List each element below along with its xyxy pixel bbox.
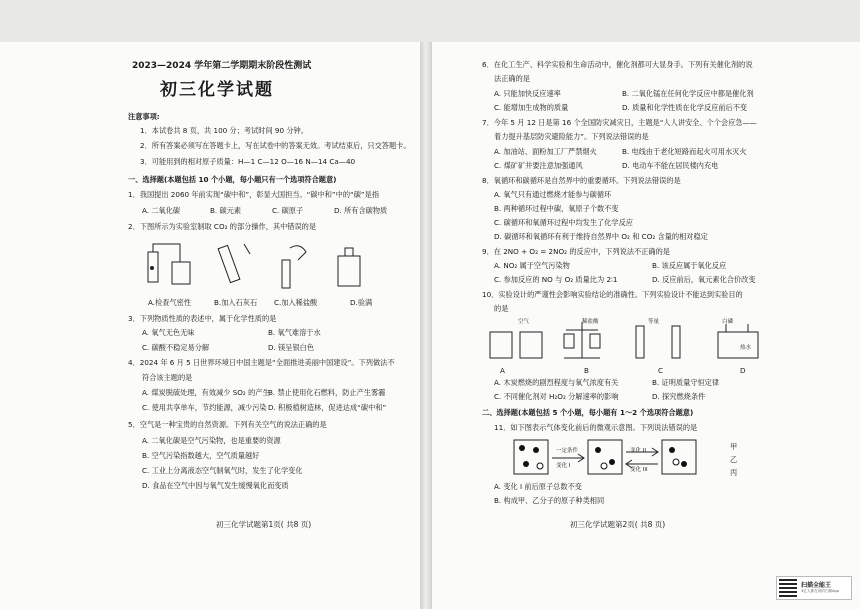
q4-option-d: D. 积极植树造林，促进达成“碳中和” xyxy=(268,403,387,412)
q3-option-a: A. 氧气无色无味 xyxy=(142,328,195,337)
q10-stem-line-1: 10．实验设计的严谨性会影响实验结论的准确性。下列实验设计不能达到实验目的 xyxy=(482,290,743,299)
q2-option-a: A.检查气密性 xyxy=(148,298,192,307)
q5-option-d: D. 食品在空气中因与氧气发生缓慢氧化而变质 xyxy=(142,481,289,490)
q9-option-a: A. NO₂ 属于空气污染物 xyxy=(494,261,570,270)
q5-option-b: B. 空气污染指数越大，空气质量越好 xyxy=(142,451,260,460)
note-1: 1．本试卷共 8 页，共 100 分；考试时间 90 分钟。 xyxy=(140,126,308,135)
q8-option-a: A. 氧气只有通过燃烧才能参与碳循环 xyxy=(494,190,612,199)
q4-option-c: C. 使用共享单车，节约能源，减少污染 xyxy=(142,403,267,412)
q6-option-d: D. 质量和化学性质在化学反应前后不变 xyxy=(622,103,748,112)
q10-label-air: 空气 xyxy=(518,319,530,325)
q2-apparatus-figure xyxy=(140,238,390,294)
q10-label-hcl: 稀盐酸 xyxy=(582,319,599,325)
q1-option-a: A. 二氧化碳 xyxy=(142,206,181,215)
page-fold xyxy=(420,42,432,609)
notes-heading: 注意事项: xyxy=(128,112,160,121)
q11-label-change-3: 变化 III xyxy=(630,467,648,473)
q4-stem-line-2: 符合该主题的是 xyxy=(142,373,193,382)
left-page-footer: 初三化学试题第1页( 共8 页) xyxy=(216,520,312,529)
q11-stem: 11．如下图表示气体变化前后的微观示意图。下列说法错误的是 xyxy=(494,423,698,432)
q7-stem-line-1: 7．今年 5 月 12 日是第 16 个全国防灾减灾日，主题是“人人讲安全、个个会应急—— xyxy=(482,118,757,127)
q10-fig-label-a: A xyxy=(500,366,505,375)
q2-option-b: B.加入石灰石 xyxy=(214,298,258,307)
q7-option-a: A. 加油站、面粉加工厂严禁烟火 xyxy=(494,147,597,156)
q4-option-a: A. 煤炭脱硫处理，有效减少 SO₂ 的产生 xyxy=(142,388,270,397)
q7-option-b: B. 电线由于老化短路而起火可用水灭火 xyxy=(622,147,747,156)
right-page-footer: 初三化学试题第2页( 共8 页) xyxy=(570,520,666,529)
q11-label-change-1: 变化 I xyxy=(556,463,571,469)
note-2: 2．所有答案必须写在答题卡上，写在试卷中的答案无效。考试结束后，只交答题卡。 xyxy=(140,141,411,150)
q6-stem-line-1: 6．在化工生产、科学实验和生命活动中，催化剂都可大显身手。下列有关催化剂的说 xyxy=(482,60,753,69)
q2-option-c: C.加入稀盐酸 xyxy=(274,298,318,307)
q11-legend-bing: 丙 xyxy=(730,468,738,477)
q11-molecule-diagram xyxy=(512,438,702,478)
q8-option-b: B. 两种循环过程中碳、氧原子个数不变 xyxy=(494,204,619,213)
q9-option-c: C. 参加反应的 NO 与 O₂ 质量比为 2∶1 xyxy=(494,275,618,284)
q11-legend-jia: 甲 xyxy=(730,442,738,451)
scanner-badge-subtitle: 3亿人都在用的扫描App xyxy=(801,589,840,593)
q9-option-b: B. 该反应属于氧化反应 xyxy=(652,261,727,270)
q1-option-c: C. 碳原子 xyxy=(272,206,304,215)
q10-fig-label-b: B xyxy=(584,366,589,375)
q10-label-equal: 等量 xyxy=(648,319,660,325)
q1-option-d: D. 所有含碳物质 xyxy=(334,206,388,215)
q5-option-c: C. 工业上分离液态空气制氧气时，发生了化学变化 xyxy=(142,466,303,475)
q11-label-condition: 一定条件 xyxy=(556,448,579,454)
q10-option-b: B. 证明质量守恒定律 xyxy=(652,378,720,387)
q10-label-hot-water: 热水 xyxy=(740,345,752,351)
q10-fig-label-c: C xyxy=(658,366,664,375)
exam-title: 初三化学试题 xyxy=(160,80,274,100)
q8-stem: 8．氧循环和碳循环是自然界中的重要循环。下列说法错误的是 xyxy=(482,176,681,185)
q9-stem: 9．在 2NO + O₂ = 2NO₂ 的反应中，下列说法不正确的是 xyxy=(482,247,670,256)
q11-legend-yi: 乙 xyxy=(730,455,738,464)
q1-option-b: B. 碳元素 xyxy=(210,206,242,215)
q11-option-b: B. 构成甲、乙分子的原子种类相同 xyxy=(494,496,605,505)
q10-stem-line-2: 的是 xyxy=(494,304,509,313)
section-1-heading: 一、选择题(本题包括 10 个小题，每小题只有一个选项符合题意) xyxy=(128,175,337,184)
q3-option-c: C. 碳酸不稳定易分解 xyxy=(142,343,210,352)
q3-option-d: D. 镁呈银白色 xyxy=(268,343,315,352)
q8-option-c: C. 碳循环和氧循环过程中均发生了化学反应 xyxy=(494,218,633,227)
qr-code-icon xyxy=(779,579,797,597)
q10-label-white-phosphorus: 白磷 xyxy=(722,319,734,325)
q2-stem: 2．下图所示为实验室制取 CO₂ 的部分操作，其中错误的是 xyxy=(128,222,317,231)
q7-option-d: D. 电动车不能在居民楼内充电 xyxy=(622,161,719,170)
note-3: 3．可能用到的相对原子质量：H—1 C—12 O—16 N—14 Ca—40 xyxy=(140,157,356,166)
q10-fig-label-d: D xyxy=(740,366,746,375)
q5-stem: 5．空气是一种宝贵的自然资源。下列有关空气的说法正确的是 xyxy=(128,420,327,429)
q6-option-b: B. 二氧化锰在任何化学反应中都是催化剂 xyxy=(622,89,754,98)
q7-stem-line-2: 着力提升基层防灾避险能力”。下列说法错误的是 xyxy=(494,132,649,141)
scanner-watermark-badge xyxy=(776,576,852,600)
exam-subtitle: 2023—2024 学年第二学期期末阶段性测试 xyxy=(132,61,312,71)
q8-option-d: D. 碳循环和氧循环有利于维持自然界中 O₂ 和 CO₂ 含量的相对稳定 xyxy=(494,232,708,241)
q11-option-a: A. 变化 I 前后原子总数不变 xyxy=(494,482,582,491)
q1-stem: 1．我国提出 2060 年前实现“碳中和”，彰显大国担当。“碳中和”中的“碳”是指 xyxy=(128,190,380,199)
q2-option-d: D.验满 xyxy=(350,298,373,307)
q3-option-b: B. 氧气难溶于水 xyxy=(268,328,321,337)
q10-option-d: D. 探究燃烧条件 xyxy=(652,392,706,401)
q9-option-d: D. 反应前后，氧元素化合价改变 xyxy=(652,275,756,284)
q6-option-a: A. 只能加快反应速率 xyxy=(494,89,561,98)
q4-stem-line-1: 4．2024 年 6 月 5 日世界环境日中国主题是“全面推进美丽中国建设”。下列做法不 xyxy=(128,358,395,367)
q6-option-c: C. 能增加生成物的质量 xyxy=(494,103,569,112)
scanner-badge-title: 扫描全能王 xyxy=(801,582,832,589)
q5-option-a: A. 二氧化碳是空气污染物，也是重要的资源 xyxy=(142,436,281,445)
q3-stem: 3．下列物质性质的表述中，属于化学性质的是 xyxy=(128,314,277,323)
q6-stem-line-2: 法正确的是 xyxy=(494,74,530,83)
q10-option-a: A. 木炭燃烧的剧烈程度与氧气浓度有关 xyxy=(494,378,619,387)
q11-label-change-2: 变化 II xyxy=(630,448,646,454)
q7-option-c: C. 煤矿矿井要注意加强通风 xyxy=(494,161,583,170)
q4-option-b: B. 禁止使用化石燃料，防止产生雾霾 xyxy=(268,388,386,397)
q10-option-c: C. 不同催化剂对 H₂O₂ 分解速率的影响 xyxy=(494,392,619,401)
section-2-heading: 二、选择题(本题包括 5 个小题，每小题有 1～2 个选项符合题意) xyxy=(482,408,694,417)
